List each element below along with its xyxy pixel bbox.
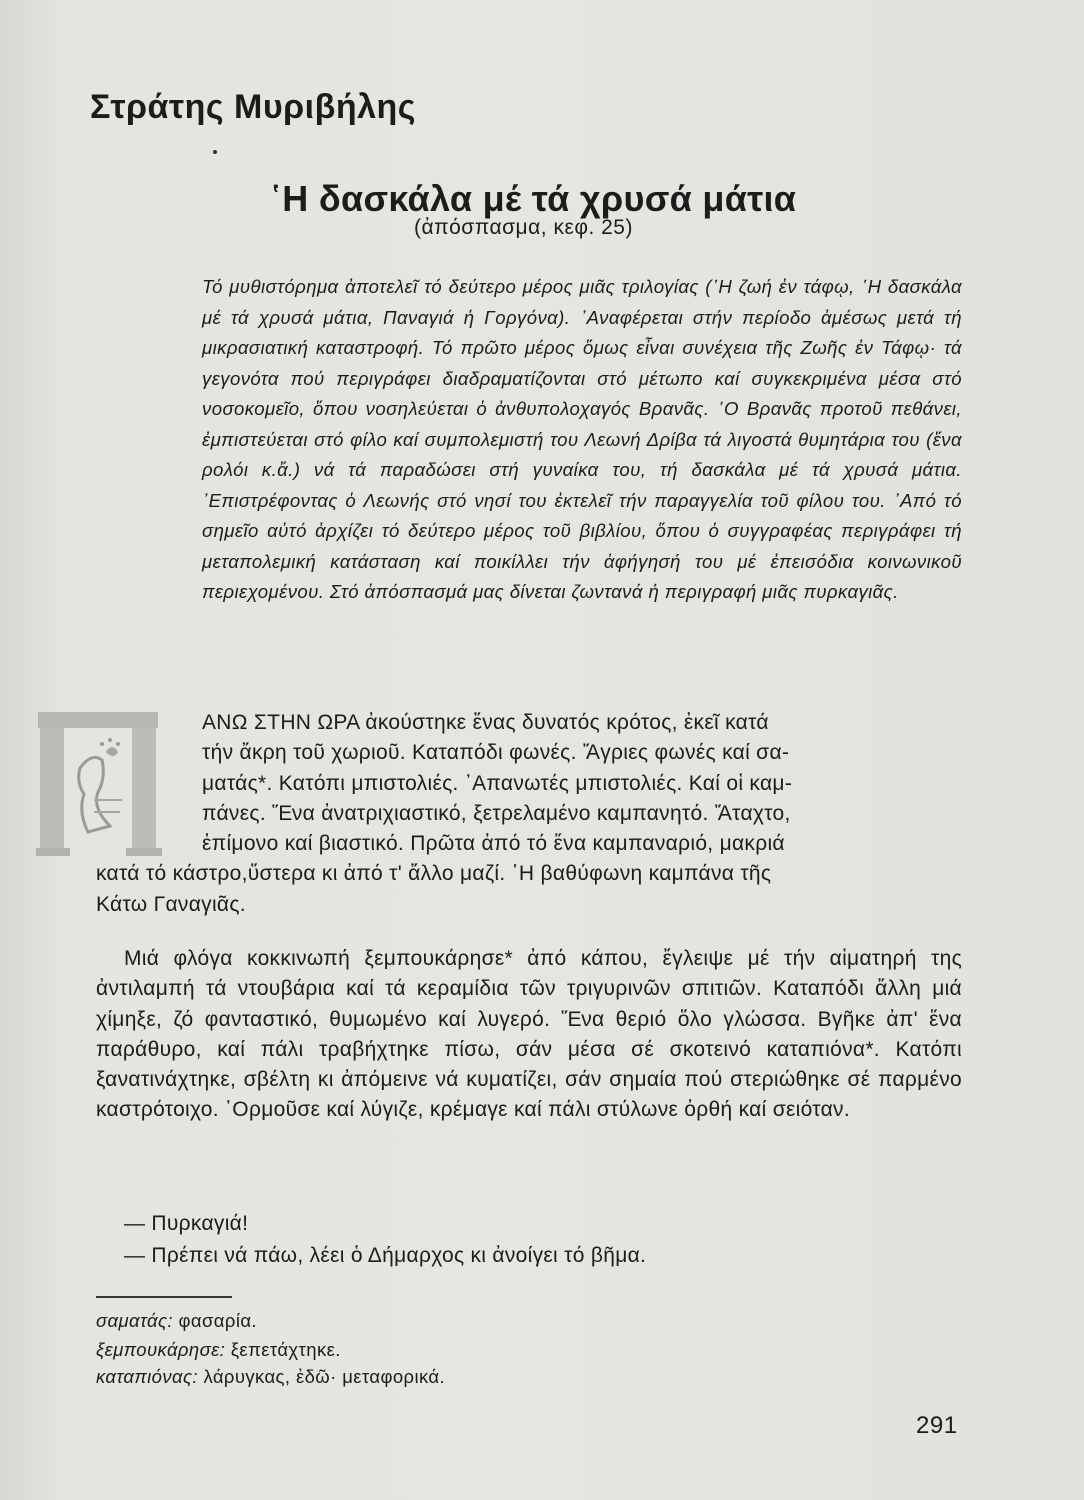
footnote-term: σαματάς: xyxy=(96,1310,173,1331)
footnote-gloss: ξεπετάχτηκε. xyxy=(230,1339,341,1360)
footnote-gloss: λάρυγκας, ἐδῶ· μεταφορικά. xyxy=(203,1366,446,1387)
footnote-divider xyxy=(96,1296,232,1298)
dialogue-line: — Πυρκαγιά! xyxy=(124,1212,249,1235)
footnote-term: καταπιόνας: xyxy=(96,1366,198,1387)
chapter-title: ῾Η δασκάλα μέ τά χρυσά μάτια xyxy=(270,178,797,219)
decorative-dot xyxy=(213,150,217,154)
paragraph-one-line: Κάτω Γαναγιᾶς. xyxy=(96,892,246,916)
author-name: Στράτης Μυριβήλης xyxy=(90,88,416,126)
paragraph-one-line: ΑΝΩ ΣΤΗΝ ΩΡΑ ἀκούστηκε ἕνας δυνατός κρότος, ἐκεῖ κατά xyxy=(202,711,769,734)
footnote xyxy=(96,1310,257,1332)
paragraph-one-line: τήν ἄκρη τοῦ χωριοῦ. Καταπόδι φωνές. Ἄγριες φωνές καί σα- xyxy=(202,741,790,765)
footnote-gloss: φασαρία. xyxy=(178,1310,257,1331)
paragraph-one-line: ἐπίμονο καί βιαστικό. Πρῶτα ἀπό τό ἕνα καμπαναριό, μακριά xyxy=(202,832,785,856)
paragraph-one xyxy=(96,708,962,920)
chapter-subtitle: (ἀπόσπασμα, κεφ. 25) xyxy=(414,216,633,239)
dialogue-line: — Πρέπει νά πάω, λέει ὁ Δήμαρχος κι ἀνοίγει τό βῆμα. xyxy=(124,1244,647,1267)
footnote-term: ξεμπουκάρησε: xyxy=(96,1339,226,1360)
paragraph-one-line: ματάς*. Κατόπι μπιστολιές. ᾿Απανωτές μπιστολιές. Καί οἱ καμ- xyxy=(202,771,793,795)
intro-paragraph: Τό μυθιστόρημα ἀποτελεῖ τό δεύτερο μέρος μιᾶς τριλογίας (῾Η ζωή ἐν τάφῳ, ῾Η δασκάλα μέ τά χρυσά μάτια, Παναγιά ἡ Γοργόνα). ᾿Αναφέρεται στήν περίοδο ἀμέσως μετά τή μικρασιατική καταστροφή. Τό πρῶτο μέρος ὅμως εἶναι συνέχεια τῆς Ζωῆς ἐν Τάφῳ· τά γεγονότα πού περιγράφει διαδραματίζονται στό μέτωπο καί συγκεκριμένα μέσα στό νοσοκομεῖο, ὅπου νοσηλεύεται ὁ ἀνθυπολοχαγός Βρανᾶς. ῾Ο Βρανᾶς προτοῦ πεθάνει, ἐμπιστεύεται στό φίλο καί συμπολεμιστή του Λεωνή Δρίβα τά λιγοστά θυμητάρια του (ἕνα ρολόι κ.ἄ.) νά τά παραδώσει στή γυναίκα του, τή δασκάλα μέ τά χρυσά μάτια. ᾿Επιστρέφοντας ὁ Λεωνής στό νησί του ἐκτελεῖ τήν παραγγελία τοῦ φίλου του. ᾿Από τό σημεῖο αὐτό ἀρχίζει τό δεύτερο μέρος τοῦ βιβλίου, ὅπου ὁ συγγραφέας περιγράφει τή μεταπολεμική κατάσταση καί ποικίλλει τήν ἀφήγησή του μέ ἐπεισόδια κοινωνικοῦ περιεχομένου. Στό ἀπόσπασμά μας δίνεται ζωντανά ἡ περιγραφή μιᾶς πυρκαγιᾶς. xyxy=(202,276,962,602)
footnote xyxy=(96,1339,341,1361)
page-number: 291 xyxy=(916,1412,958,1439)
footnote xyxy=(96,1366,445,1388)
paragraph-one-line: κατά τό κάστρο,ὕστερα κι ἀπό τ' ἄλλο μαζί. ῾Η βαθύφωνη καμπάνα τῆς xyxy=(96,862,772,886)
paragraph-one-line: πάνες. Ἕνα ἀνατριχιαστικό, ξετρελαμένο καμπανητό. Ἄταχτο, xyxy=(202,801,791,825)
paragraph-two: Μιά φλόγα κοκκινωπή ξεμπουκάρησε* ἀπό κάπου, ἔγλειψε μέ τήν αἱματηρή της ἀντιλαμπή τά ντουβάρια καί τά κεραμίδια τῶν τριγυρινῶν σπιτιῶν. Καταπόδι ἄλλη μιά χίμηξε, ζό φανταστικό, θυμωμένο καί λυγερό. Ἕνα θεριό ὅλο γλώσσα. Βγῆκε ἀπ' ἕνα παράθυρο, καί πάλι τραβήχτηκε πίσω, σάν μέσα σέ σκοτεινό καταπιόνα*. Κατόπι ξανατινάχτηκε, σβέλτη κι ἀπόμεινε νά κυματίζει, σάν σημαία πού στεριώθηκε σέ παρμένο καστρότοιχο. ῾Ορμοῦσε καί λύγιζε, κρέμαγε καί πάλι στύλωνε ὀρθή καί σειόταν. xyxy=(96,947,962,1122)
